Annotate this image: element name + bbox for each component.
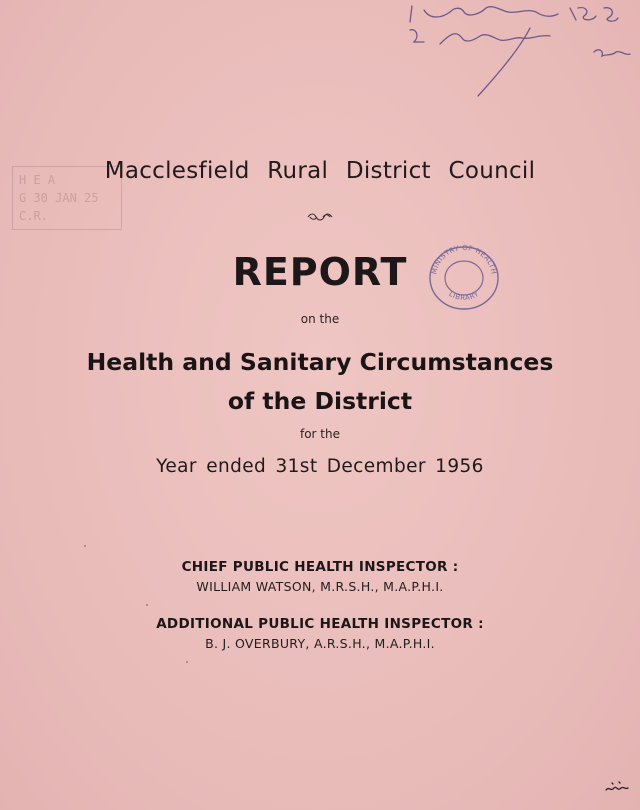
paper-speck <box>186 661 188 663</box>
handwritten-annotation-icon <box>390 0 640 110</box>
ornament-divider <box>0 212 640 225</box>
faded-stamp-line: G 30 JAN 25 <box>19 191 99 205</box>
on-the-text: on the <box>300 312 340 326</box>
report-title: REPORT <box>232 250 408 294</box>
year-ended-line: Year ended 31st December 1956 <box>156 456 484 477</box>
subject-line-2: of the District <box>227 387 413 415</box>
ornament-flourish-icon <box>307 212 333 222</box>
council-name: Macclesfield Rural District Council <box>104 158 536 184</box>
faded-stamp-line: C.R. <box>19 209 48 223</box>
stamp-top-text: MINISTRY OF HEALTH <box>430 243 498 276</box>
additional-inspector-name: B. J. OVERBURY, A.R.S.H., M.A.P.H.I. <box>205 636 435 651</box>
chief-inspector-name: WILLIAM WATSON, M.R.S.H., M.A.P.H.I. <box>196 579 444 594</box>
chief-inspector-role: CHIEF PUBLIC HEALTH INSPECTOR : <box>181 559 459 575</box>
corner-ink-mark-icon <box>604 780 630 796</box>
for-the-text: for the <box>299 427 340 441</box>
stamp-bottom-text: LIBRARY <box>447 289 481 303</box>
subject-line-1: Health and Sanitary Circumstances <box>86 348 554 376</box>
paper-speck <box>146 604 148 606</box>
paper-speck <box>84 545 86 547</box>
additional-inspector-role: ADDITIONAL PUBLIC HEALTH INSPECTOR : <box>156 616 484 632</box>
faded-stamp-line: H E A <box>19 173 56 187</box>
